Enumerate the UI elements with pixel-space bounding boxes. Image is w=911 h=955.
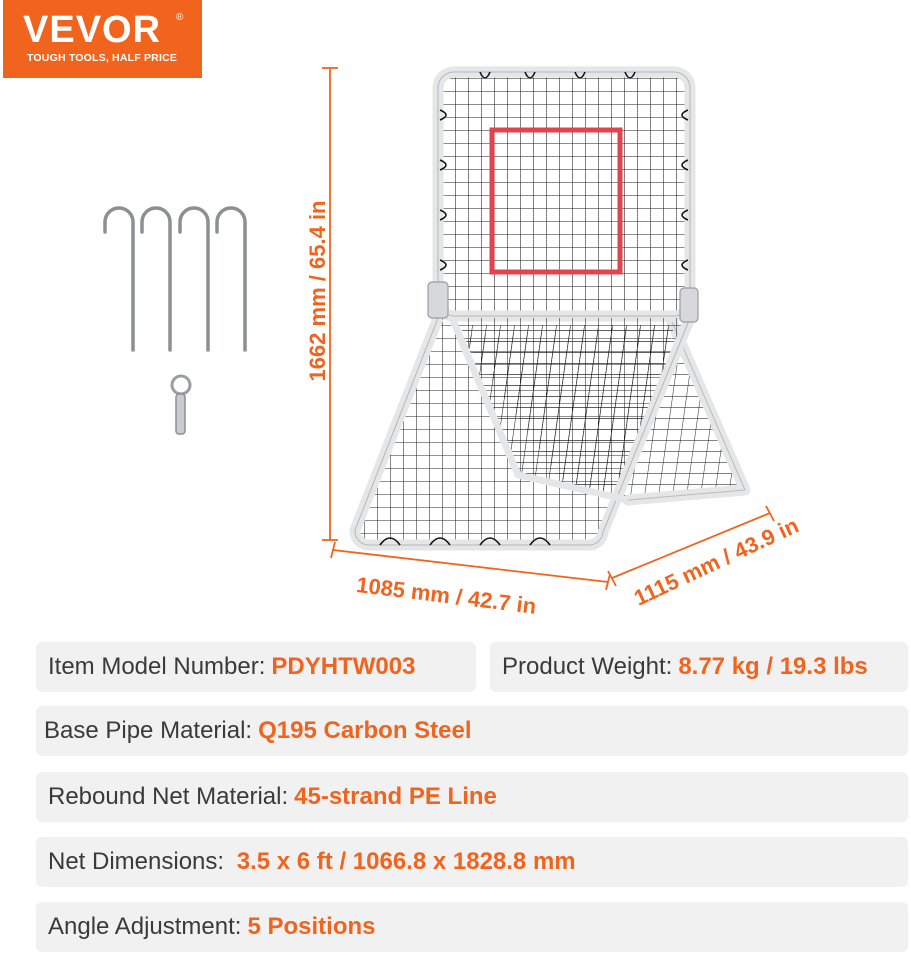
spec-net-dimensions-value: 3.5 x 6 ft / 1066.8 x 1828.8 mm [230, 848, 576, 875]
spec-net-material-value: 45-strand PE Line [294, 783, 497, 810]
spec-net-material [36, 772, 908, 822]
logo-brand: VEVOR [23, 9, 162, 51]
spec-net-material-label: Rebound Net Material: [48, 783, 289, 810]
width-dimension-label: 1085 mm / 42.7 in [354, 572, 538, 619]
lower-net-frame [355, 318, 690, 545]
spec-model [36, 642, 476, 692]
spec-weight [490, 642, 908, 692]
depth-dimension-label: 1115 mm / 43.9 in [630, 512, 803, 611]
locking-pin-icon [172, 376, 190, 434]
spec-weight-value: 8.77 kg / 19.3 lbs [678, 653, 868, 680]
ground-stakes-icon [105, 208, 245, 350]
logo-registered: ® [176, 12, 184, 23]
spec-pipe-label: Base Pipe Material: [44, 717, 253, 744]
spec-model-value: PDYHTW003 [271, 653, 416, 680]
spec-net-dimensions [36, 837, 908, 887]
upper-net-frame [438, 72, 690, 316]
spec-weight-label: Product Weight: [502, 653, 673, 680]
spec-pipe [36, 706, 908, 756]
spec-angle-value: 5 Positions [247, 913, 376, 940]
logo-tagline: TOUGH TOOLS, HALF PRICE [27, 52, 178, 64]
spec-angle-label: Angle Adjustment: [48, 913, 242, 940]
spec-net-dimensions-label: Net Dimensions: [48, 848, 225, 875]
spec-angle [36, 902, 908, 952]
spec-model-label: Item Model Number: [48, 653, 266, 680]
height-dimension-label: 1662 mm / 65.4 in [305, 200, 330, 382]
spec-pipe-value: Q195 Carbon Steel [258, 717, 472, 744]
